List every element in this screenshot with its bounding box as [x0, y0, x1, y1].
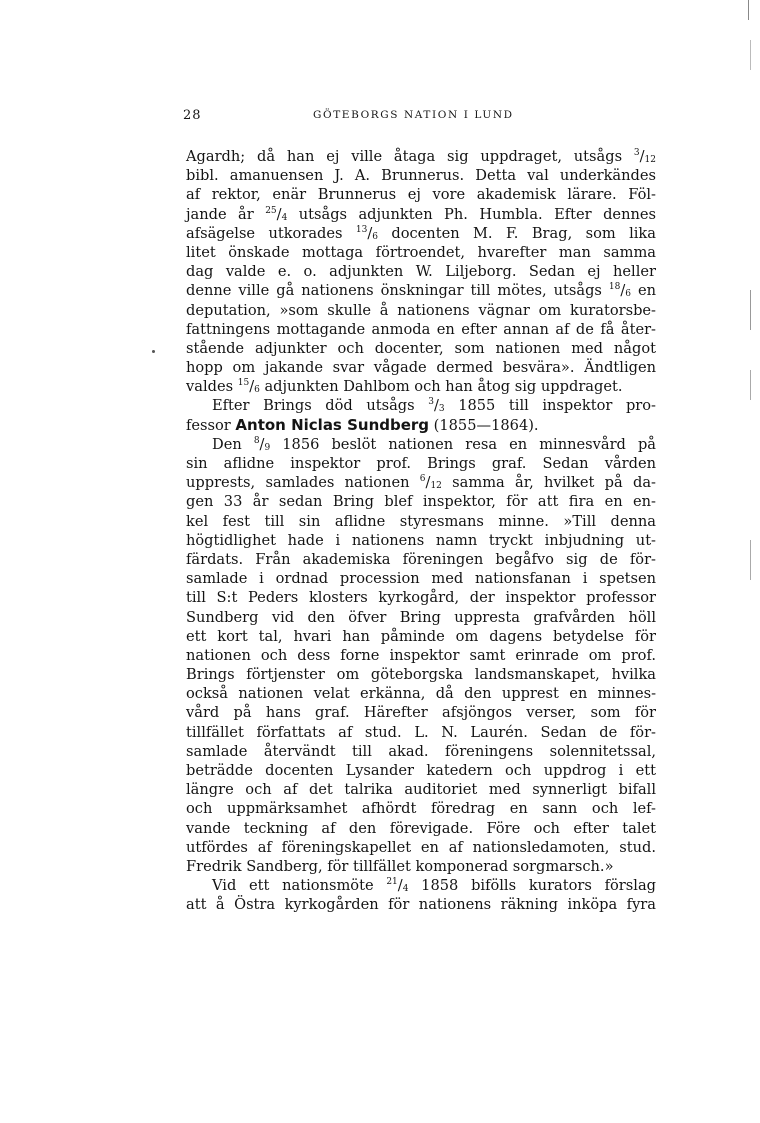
text-line	[186, 492, 656, 511]
line-text: bibl. amanuensen J. A. Brunnerus. Detta val underkändes	[186, 167, 656, 185]
line-text: adjunkten Dahlbom och han åtog sig uppdraget.	[259, 378, 623, 396]
line-text: till S:t Peders klosters kyrkogård, der inspektor professor	[186, 589, 656, 607]
line-text: Fredrik Sandberg, för tillfället komponerad sorgmarsch.»	[186, 857, 614, 875]
line-text: kel fest till sin aflidne styresmans minne. »Till denna	[186, 512, 656, 530]
line-text: valdes	[186, 378, 238, 396]
line-text: och uppmärksamhet afhördt föredrag en sann och lef-	[186, 800, 656, 818]
line-text: utfördes af föreningskapellet en af nationsledamoten, stud.	[186, 838, 656, 856]
fraction-month: 3	[438, 404, 445, 415]
text-line	[186, 243, 656, 262]
fraction-day: 8	[253, 435, 260, 446]
line-text: hopp om jakande svar vågade dermed besvära». Ändtligen	[186, 359, 656, 377]
line-text: afsägelse utkorades	[186, 224, 356, 242]
text-line	[186, 301, 656, 320]
page-header	[183, 108, 655, 128]
date-fraction: $^6/_{12}$	[419, 474, 442, 492]
line-text: samma år, hvilket på da-	[441, 474, 656, 492]
line-text: litet önskade mottaga förtroendet, hvarefter man samma	[186, 243, 656, 261]
line-text: dag valde e. o. adjunkten W. Liljeborg. Sedan ej heller	[186, 263, 656, 281]
line-text: nationen och dess forne inspektor samt erinrade om prof.	[186, 646, 656, 664]
text-line	[186, 588, 656, 607]
text-line	[186, 166, 656, 185]
fraction-month: 6	[625, 289, 631, 300]
line-text: Vid ett nationsmöte	[212, 877, 387, 895]
line-text: också nationen velat erkänna, då den upprest en minnes-	[186, 685, 656, 703]
line-text: Den	[212, 435, 254, 453]
text-line	[186, 819, 656, 838]
fraction-month: 6	[372, 231, 378, 242]
date-fraction: $^{13}/_6$	[355, 224, 378, 242]
text-line	[186, 185, 656, 204]
fraction-day: 13	[355, 224, 368, 235]
text-line	[186, 857, 656, 876]
text-line	[186, 550, 656, 569]
text-line	[186, 205, 656, 224]
text-line	[186, 742, 656, 761]
line-text: 1855 till inspektor pro-	[444, 397, 656, 415]
line-text: längre och af det talrika auditoriet med synnerligt bifall	[186, 781, 656, 799]
scan-edge-mark	[750, 290, 751, 330]
date-fraction: $^3/_3$	[428, 397, 445, 415]
line-text: denne ville gå nationens önskningar till mötes, utsågs	[186, 282, 609, 300]
line-text: vård på hans graf. Härefter afsjöngos verser, som för	[186, 704, 656, 722]
line-text: tillfället författats af stud. L. N. Laurén. Sedan de för-	[186, 723, 656, 741]
fraction-month: 4	[281, 212, 288, 223]
line-text: Agardh; då han ej ville åtaga sig uppdraget, utsågs	[186, 148, 634, 165]
text-line	[186, 377, 656, 396]
text-line	[186, 780, 656, 799]
text-line	[186, 281, 656, 300]
text-line	[186, 627, 656, 646]
fraction-day: 25	[265, 205, 277, 216]
text-line	[186, 569, 656, 588]
date-fraction: $^{21}/_4$	[386, 877, 409, 895]
date-fraction: $^8/_9$	[253, 435, 271, 453]
fraction-day: 18	[608, 282, 621, 293]
fraction-month: 4	[402, 884, 409, 895]
text-line	[186, 224, 656, 243]
text-line	[186, 262, 656, 281]
line-text: gen 33 år sedan Bring blef inspektor, för att fira en en-	[186, 493, 656, 511]
fraction-month: 9	[264, 442, 271, 453]
line-text: docenten M. F. Brag, som lika	[377, 224, 656, 242]
line-text: fessor	[186, 416, 236, 434]
text-line	[186, 339, 656, 358]
text-line	[186, 723, 656, 742]
line-text: jande år	[186, 205, 266, 223]
line-text: samlade i ordnad procession med nationsfanan i spetsen	[186, 570, 656, 588]
line-text: stående adjunkter och docenter, som nationen med något	[186, 339, 656, 357]
text-line	[186, 435, 656, 454]
line-text: Efter Brings död utsågs	[212, 397, 429, 415]
text-line	[186, 876, 656, 895]
text-line	[186, 416, 656, 435]
text-line	[186, 512, 656, 531]
scan-edge-mark	[748, 0, 749, 20]
line-text: af rektor, enär Brunnerus ej vore akademisk lärare. Föl-	[186, 186, 656, 204]
line-text: Brings förtjenster om göteborgska landsmanskapet, hvilka	[186, 666, 656, 684]
line-text: samlade återvändt till akad. föreningens solennitetssal,	[186, 742, 656, 760]
text-line	[186, 761, 656, 780]
running-title: GÖTEBORGS NATION I LUND	[313, 109, 514, 121]
fraction-month: 12	[644, 155, 656, 165]
fraction-day: 15	[237, 378, 250, 389]
line-text: en	[630, 282, 656, 300]
scan-dot	[152, 350, 155, 353]
line-text: ett kort tal, hvari han påminde om dagens betydelse för	[186, 627, 656, 645]
text-line	[186, 396, 656, 415]
fraction-day: 21	[386, 877, 398, 888]
text-line	[186, 531, 656, 550]
body-text	[186, 147, 656, 915]
line-text: färdats. Från akademiska föreningen begåfvo sig de för-	[186, 550, 656, 568]
text-line	[186, 608, 656, 627]
fraction-day: 6	[419, 474, 426, 485]
text-line	[186, 320, 656, 339]
fraction-day: 3	[428, 397, 434, 408]
line-text: 1858 bifölls kurators förslag	[408, 877, 656, 895]
line-text: upprests, samlades nationen	[186, 474, 420, 492]
date-fraction: $^{18}/_6$	[608, 282, 631, 300]
text-line	[186, 473, 656, 492]
text-line	[186, 703, 656, 722]
text-line	[186, 454, 656, 473]
line-text: beträdde docenten Lysander katedern och uppdrog i ett	[186, 762, 656, 779]
fraction-month: 12	[430, 481, 442, 492]
date-fraction: $^3/_{12}$	[633, 148, 656, 165]
text-line	[186, 665, 656, 684]
line-text: att å Östra kyrkogården för nationens räkning inköpa fyra	[186, 896, 656, 914]
scan-edge-mark	[750, 540, 751, 580]
date-fraction: $^{15}/_6$	[237, 378, 260, 396]
text-line	[186, 799, 656, 818]
line-text: utsågs adjunkten Ph. Humbla. Efter dennes	[287, 205, 656, 223]
scan-edge-mark	[750, 40, 751, 70]
text-line	[186, 646, 656, 665]
line-text: 1856 beslöt nationen resa en minnesvård på	[270, 435, 656, 453]
text-line	[186, 895, 656, 914]
line-text: högtidlighet hade i nationens namn tryckt inbjudning ut-	[186, 531, 656, 549]
fraction-month: 6	[254, 385, 260, 396]
line-text: fattningens mottagande anmoda en efter annan af de få åter-	[186, 320, 656, 338]
text-line	[186, 147, 656, 166]
inspector-name: Anton Niclas Sundberg	[235, 415, 430, 434]
page-number: 28	[183, 108, 202, 123]
text-line	[186, 838, 656, 857]
line-text: vande teckning af den förevigade. Före och efter talet	[186, 819, 656, 837]
line-text: Sundberg vid den öfver Bring uppresta grafvården höll	[186, 608, 656, 626]
scan-edge-mark	[750, 370, 751, 400]
line-text: sin aflidne inspektor prof. Brings graf. Sedan vården	[186, 455, 656, 472]
line-text: (1855—1864).	[429, 416, 539, 434]
fraction-day: 3	[633, 148, 640, 158]
text-line	[186, 358, 656, 377]
date-fraction: $^{25}/_4$	[265, 205, 288, 223]
line-text: deputation, »som skulle å nationens vägnar om kuratorsbe-	[186, 301, 656, 319]
text-line	[186, 684, 656, 703]
